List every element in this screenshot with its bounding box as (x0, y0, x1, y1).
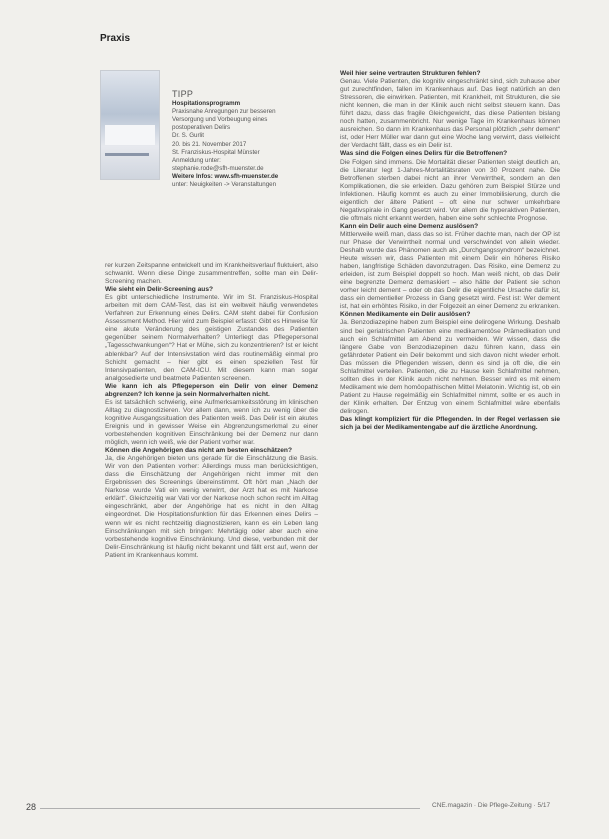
interview-question: Was sind die Folgen eines Delirs für die Betroffenen? (340, 150, 508, 158)
interview-question: Wie sieht ein Delir-Screening aus? (105, 286, 214, 294)
interview-answer: Genau. Viele Patienten, die kognitiv eingeschränkt sind, sich zuhause aber gut zurechtfinden, fallen im Krankenhaus auf. Das liegt natürlich an den Stressoren, die einwirken. Patienten, mit Krankheit, mit Strukturen, die sie nicht kennen, die man in der Klinik auch nicht selbst steuern kann. Das führt dazu, dass das fragile Gleichgewicht, das diese Patienten bislang noch hatten, zusammenbricht. Nur wenige Tage im Krankenhaus können ausreichen. So dann im Krankenhaus das Personal plötzlich „sehr dement“ ist, oder Herr Müller war dann gut eine Woche lang verwirrt, dass vielleicht der Verdacht fällt, dass es ein Delir ist. (340, 78, 560, 150)
publication-info: CNE.magazin · Die Pflege-Zeitung · 5/17 (432, 802, 551, 809)
section-header: Praxis (100, 33, 131, 44)
brochure-cover-image (100, 70, 160, 180)
interview-answer: Die Folgen sind immens. Die Mortalität dieser Patienten steigt deutlich an, die Literatur legt 1-Jahres-Mortalitätsraten von 30 Prozent nahe. Die Betroffenen sterben dabei nicht an ihrer Verwirrtheit, sondern an den Komplikationen, die sie erleiden. Dazu gehören zum Beispiel Stürze und Infektionen. Häufig kommt es auch zu einer Immobilisierung, durch die eigentlich der ältere Patient – oft eine nur schwer umkehrbare Negativspirale in Gang gesetzt wird. Vor allem die hyperaktiven Patienten, die oftmals nicht erkannt werden, haben eine sehr schlechte Prognose. (340, 158, 560, 222)
interview-answer: Mittlerweile weiß man, dass das so ist. Früher dachte man, nach der OP ist nur Phase der Verwirrtheit normal und verschwindet von allein wieder. Deshalb wurde das Phänomen auch als „Durchgangssyndrom“ bezeichnet. Heute wissen wir, dass Patienten mit einem Delir ein höheres Risiko haben, langfristige Schäden davonzutragen. Das Risiko, eine Demenz zu erleiden, ist zum Beispiel doppelt so hoch. Man weiß nicht, ob das Delir eine begrenzte Demenz demaskiert – also hätte der Patient sie schon vorher leicht dement – oder ob das Delir die eigentliche Ursache dafür ist, dass ein dementieller Prozess in Gang gesetzt wird. Fest ist: Wer dement ist, hat ein erhöhtes Risiko, in der Folgezeit an einer Demenz zu erkranken. (340, 230, 560, 311)
interview-question: Das klingt kompliziert für die Pflegenden. In der Regel verlassen sie sich ja bei der Medikamentengabe auf die ärztliche Anordnung. (340, 416, 560, 432)
tip-line: Dr. S. Gurlit (172, 132, 204, 140)
interview-answer: Ja. Benzodiazepine haben zum Beispiel eine delirogene Wirkung. Deshalb sind bei geriatrischen Patienten eine medikamentöse Prämedikation und auch ein Schlafmittel am Abend zu vermeiden. Wir wissen, dass die längere Gabe von Benzodiazepinen dazu führen kann, dass ein gefährdeter Patient ein Delir bekommt und sich davon nicht wieder erholt. Das müssen die Pflegenden wissen, denn es sind ja oft die, die ein Schlafmittel verteilen. Patienten, die zu Hause kein Schlafmittel nehmen, sollten dies in der Klinik auch nicht nehmen. Besser wird es mit einem Medikament wie dem homöopathischen Mittel Melatonin. Wichtig ist, ob ein Patient zu Hause regelmäßig ein Schlafmittel nimmt, sollte er es auch in der Klinik erhalten. Der Entzug von einem Schlafmittel wäre ebenfalls delirogen. (340, 319, 560, 415)
interview-answer: Ja, die Angehörigen bieten uns gerade für die Einschätzung die Basis. Wir von den Patienten vorher: Allerdings muss man berücksichtigen, dass die Einschätzung der Angehörigen nicht immer mit den Ergebnissen des Screenings übereinstimmt. Oft hört man „Nach der Narkose wurde Vati ein wenig verwirrt, der Arzt hat es mit Narkose erklärt“. Gleichzeitig war Vati vor der Narkose noch schon recht im Alltag eingeschränkt, aber der Angehörige hat es nicht in den Alltag eingeordnet. Die Hospitationsfunktion für das Erkennen eines Delirs – wenn wir es nicht rechtzeitig diagnostizieren, kann es ein Leben lang Einschränkungen mit sich bringen: Mehrtägig oder aber auch eine vorbestehende kognitive Einschränkung. Und diese, verbunden mit der Delir-Einschränkung ist häufig nicht bekannt und fällt erst auf, wenn der Patient im Krankenhaus kommt. (105, 455, 318, 559)
tip-text (172, 90, 317, 189)
tip-line: Hospitationsprogramm (172, 100, 241, 108)
tip-lines (172, 100, 317, 189)
interview-question: Weil hier seine vertrauten Strukturen fehlen? (340, 70, 481, 77)
tip-label: TIPP (172, 89, 194, 99)
tip-line: Versorgung und Vorbeugung eines (172, 116, 268, 124)
tip-line: Weitere Infos: www.sfh-muenster.de (172, 172, 279, 180)
tip-line: stephanie.rode@sfh-muenster.de (172, 164, 264, 172)
interview-answer: Es gibt unterschiedliche Instrumente. Wir im St. Franziskus-Hospital arbeiten mit dem CAM-Test, das ist ein weltweit häufig verwendetes Verfahren zur Erkennung eines Delirs. CAM steht dabei für Confusion Assessment Method. Hier wird zum Beispiel erfasst: Gibt es Hinweise für eine akute Veränderung des geistigen Zustandes des Patienten gegenüber seinem Normalverhalten? Unterliegt das Pflegepersonal „Tagesschwankungen“? Hat er Mühe, sich zu konzentrieren? Ist er leicht ablenkbar? Auf der Intensivstation wird das routinemäßig einmal pro Schicht gemacht – hier gibt es einen speziellen Test für Intensivpatienten, den CAM-ICU. Mit diesem kann man sogar analgosedierte und beatmete Patienten screenen. (105, 294, 318, 382)
left-column (105, 262, 318, 560)
tip-line: Praxisnahe Anregungen zur besseren (172, 108, 276, 116)
tip-line: 20. bis 21. November 2017 (172, 140, 247, 148)
interview-question: Kann ein Delir auch eine Demenz auslösen? (340, 222, 479, 230)
tip-box (100, 70, 315, 250)
interview-question: Wie kann ich als Pflegeperson ein Delir von einer Demenz abgrenzen? Ich kenne ja sein Normalverhalten nicht. (105, 382, 318, 398)
interview-question: Können die Angehörigen das nicht am besten einschätzen? (105, 447, 292, 455)
tip-line: Anmeldung unter: (172, 156, 221, 164)
tip-line: postoperativen Delirs (172, 124, 231, 132)
right-column (340, 70, 560, 432)
tip-line: St. Franziskus-Hospital Münster (172, 148, 260, 156)
interview-answer: Es ist tatsächlich schwierig, eine Aufmerksamkeitsstörung im klinischen Alltag zu diagnostizieren. Vor allem dann, wenn ich zu wenig über die kognitive Ausgangssituation des Patienten weiß. Das Delir ist ein akutes Ereignis und in gewisser Weise ein Abgrenzungsmerkmal zu einer vorbestehenden kognitiven Einschränkung bei der Demenz nur dann möglich, wenn ich weiß, wie der Patient vorher war. (105, 398, 318, 447)
interview-answer: rer kurzen Zeitspanne entwickelt und im Krankheitsverlauf fluktuiert, also schwankt. Wenn diese Dinge zusammentreffen, sollte man ein Delir-Screening machen. (105, 262, 318, 286)
page-number: 28 (26, 802, 37, 812)
interview-question: Können Medikamente ein Delir auslösen? (340, 311, 471, 319)
tip-line: unter: Neuigkeiten -> Veranstaltungen (172, 181, 277, 189)
footer-divider (40, 808, 420, 809)
